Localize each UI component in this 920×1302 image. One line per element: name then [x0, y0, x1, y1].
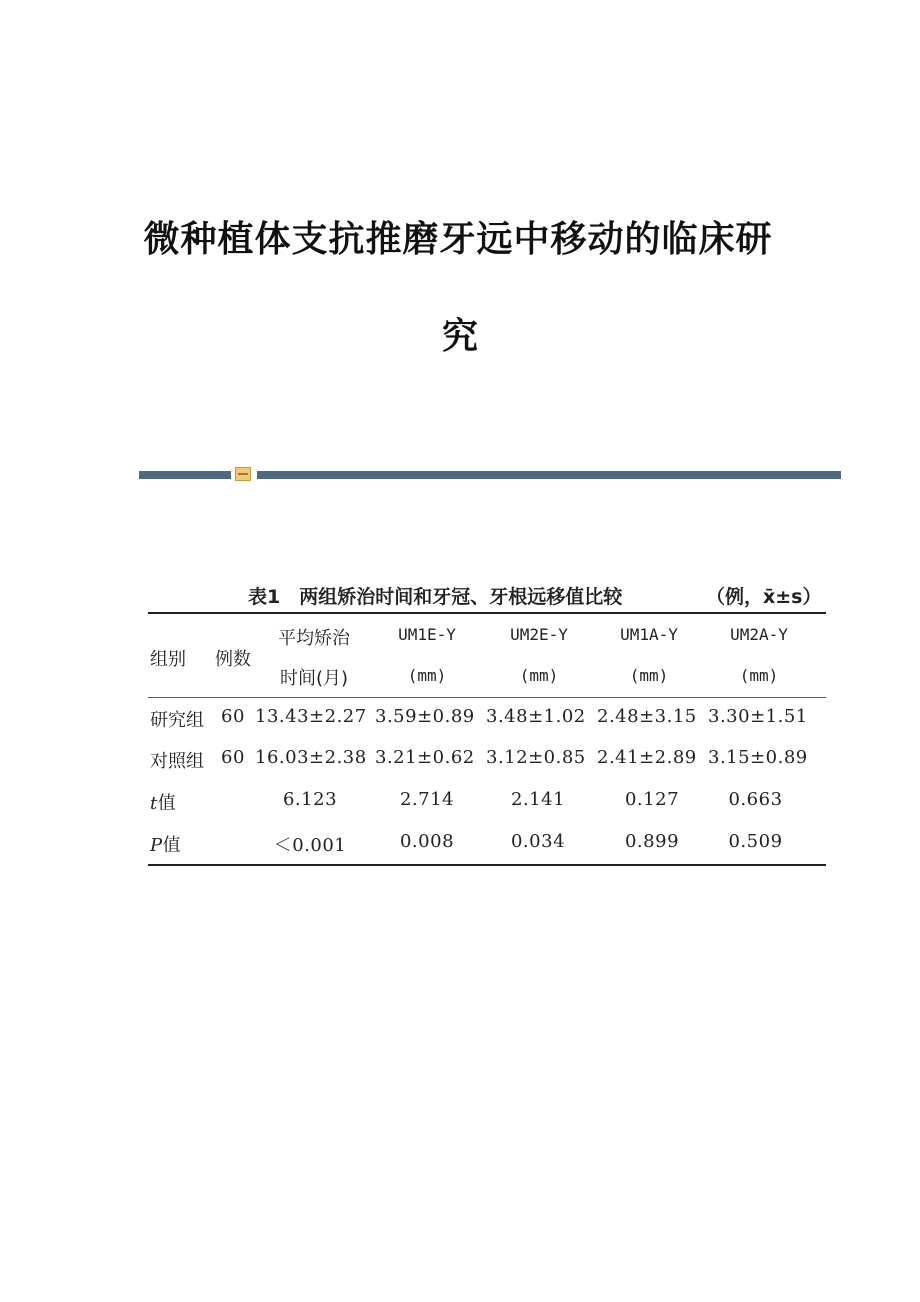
row-p-label-text: 值	[162, 835, 181, 856]
table-caption-unit: （例，x̄±s）	[706, 586, 822, 608]
header-um1a: UM1A-Y	[620, 625, 678, 644]
row-control-um1e: 3.21±0.62	[375, 747, 475, 768]
row-p-um2e: 0.034	[510, 831, 566, 852]
header-um2e: UM2E-Y	[510, 625, 568, 644]
row-t-um1a: 0.127	[624, 789, 680, 810]
row-control-count: 60	[221, 747, 245, 768]
row-p-label	[150, 831, 181, 857]
row-t-label-symbol: t	[150, 793, 158, 814]
row-study-um1a: 2.48±3.15	[597, 706, 697, 727]
row-t-label-text: 值	[157, 793, 176, 814]
row-t-um1e: 2.714	[399, 789, 455, 810]
row-p-um2a: 0.509	[728, 831, 783, 852]
document-title-line2: 究	[441, 315, 478, 357]
document-title-line1: 微种植体支抗推磨牙远中移动的临床研	[143, 218, 773, 260]
row-t-um2a: 0.663	[728, 789, 783, 810]
table-bottom-rule	[148, 864, 826, 866]
row-study-um2a: 3.30±1.51	[708, 706, 808, 727]
header-um2a: UM2A-Y	[730, 625, 788, 644]
header-um1a-unit: (mm)	[629, 666, 669, 685]
header-um2e-unit: (mm)	[519, 666, 559, 685]
row-control-um2a: 3.15±0.89	[708, 747, 808, 768]
row-p-um1e: 0.008	[399, 831, 455, 852]
row-control-um1a: 2.41±2.89	[597, 747, 697, 768]
row-control-group: 对照组	[150, 751, 204, 772]
section-divider-right	[257, 471, 841, 479]
header-um1e-unit: (mm)	[407, 666, 447, 685]
row-study-um2e: 3.48±1.02	[486, 706, 586, 727]
row-study-count: 60	[221, 706, 245, 727]
section-divider-left	[139, 471, 231, 479]
table-caption-title: 表1 两组矫治时间和牙冠、牙根远移值比较	[248, 586, 623, 608]
row-p-time: ＜0.001	[273, 835, 347, 856]
header-time-line1: 平均矫治	[278, 628, 350, 649]
row-control-time: 16.03±2.38	[255, 747, 367, 768]
row-p-um1a: 0.899	[624, 831, 680, 852]
row-p-label-symbol: P	[150, 835, 163, 856]
row-study-time: 13.43±2.27	[255, 706, 367, 727]
header-um2a-unit: (mm)	[739, 666, 779, 685]
row-control-um2e: 3.12±0.85	[486, 747, 586, 768]
table-caption	[150, 580, 826, 608]
header-count: 例数	[215, 649, 251, 670]
row-t-um2e: 2.141	[510, 789, 566, 810]
row-t-label	[150, 789, 176, 815]
divider-ornament-icon	[235, 467, 251, 481]
row-study-um1e: 3.59±0.89	[375, 706, 475, 727]
table-top-rule	[148, 612, 826, 614]
table-header-rule	[148, 697, 826, 698]
header-time-line2: 时间(月)	[279, 668, 349, 689]
header-um1e: UM1E-Y	[398, 625, 456, 644]
row-study-group: 研究组	[150, 710, 204, 731]
header-group: 组别	[150, 649, 186, 670]
row-t-time: 6.123	[282, 789, 338, 810]
